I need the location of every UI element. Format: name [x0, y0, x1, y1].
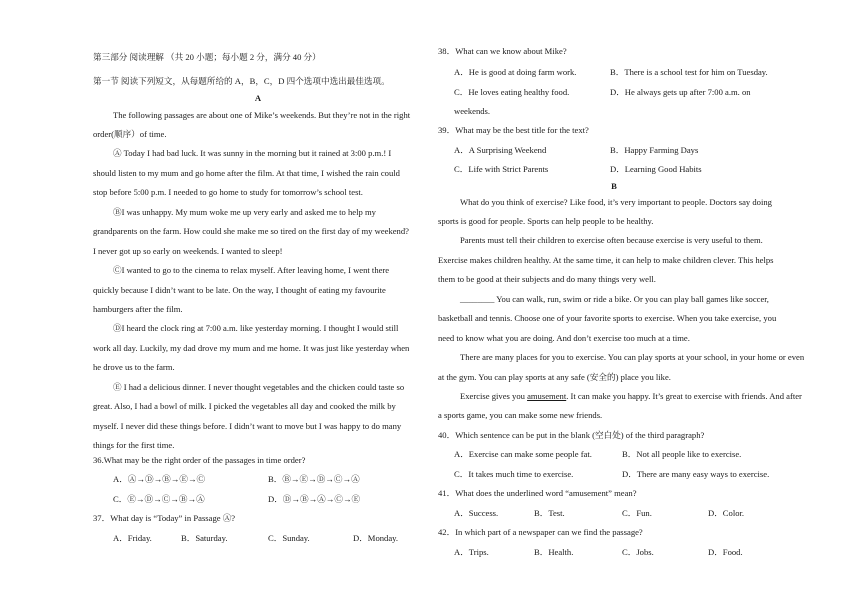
passage-b-line: at the gym. You can play sports at any safe (安全的) place you like.	[438, 372, 671, 382]
passage-a-line: Ⓐ Today I had bad luck. It was sunny in the morning but it rained at 3:00 p.m.! I	[113, 148, 392, 158]
section-header: 第三部分 阅读理解 （共 20 小题；每小题 2 分，满分 40 分）	[93, 52, 321, 62]
q42-option-d[interactable]: D．Food.	[708, 547, 743, 557]
passage-b-line: There are many places for you to exercise. You can play sports at your school, in your home or even	[460, 352, 805, 362]
blank: ________	[460, 294, 495, 304]
intro-line: order(顺序）of time.	[93, 129, 167, 139]
passage-c-line: hamburgers after the film.	[93, 304, 183, 314]
passage-b-line: Exercise makes children healthy. At the same time, it can help to make children clever. This helps	[438, 255, 774, 265]
passage-b-line: Parents must tell their children to exercise often because exercise is very useful to them.	[460, 235, 763, 245]
underlined-word: amusement	[527, 391, 567, 401]
q36-option-c[interactable]: C．Ⓔ→Ⓓ→Ⓒ→Ⓑ→Ⓐ	[113, 494, 205, 504]
q39-option-b[interactable]: B．Happy Farming Days	[610, 145, 699, 155]
subsection-instruction: 第一节 阅读下列短文，从每题所给的 A，B，C，D 四个选项中选出最佳选项。	[93, 76, 390, 86]
passage-e-line: things for the first time.	[93, 440, 175, 450]
passage-c-line: ⒸI wanted to go to the cinema to relax myself. After leaving home, I went there	[113, 265, 390, 275]
passage-b-line: ⒷI was unhappy. My mum woke me up very early and asked me to help my	[113, 207, 376, 217]
q37-option-d[interactable]: D．Monday.	[353, 533, 399, 543]
q40-option-c[interactable]: C．It takes much time to exercise.	[454, 469, 574, 479]
q39-option-d[interactable]: D．Learning Good Habits	[610, 164, 702, 174]
q41-option-a[interactable]: A．Success.	[454, 508, 499, 518]
q42-option-c[interactable]: C．Jobs.	[622, 547, 654, 557]
question-39: 39．What may be the best title for the text?	[438, 125, 589, 135]
passage-c-line: quickly because I didn’t want to be late. On the way, I thought of eating my favourite	[93, 285, 386, 295]
passage-b-line: ________ You can walk, run, swim or ride a bike. Or you can play ball games like soccer,	[460, 294, 769, 304]
q40-option-d[interactable]: D．There are many easy ways to exercise.	[622, 469, 770, 479]
q37-option-c[interactable]: C．Sunday.	[268, 533, 310, 543]
q36-option-b[interactable]: B．Ⓑ→Ⓔ→Ⓓ→Ⓒ→Ⓐ	[268, 474, 360, 484]
q37-option-a[interactable]: A．Friday.	[113, 533, 152, 543]
passage-b-line: Exercise gives you amusement. It can make you happy. It’s great to exercise with friends. And after	[460, 391, 802, 401]
passage-b-line: a sports game, you can make some new friends.	[438, 410, 603, 420]
passage-b-line: sports is good for people. Sports can help people to be healthy.	[438, 216, 654, 226]
passage-b-line: grandparents on the farm. How could she make me so tired on the first day of my weekend?	[93, 226, 409, 236]
passage-d-line: ⒹI heard the clock ring at 7:00 a.m. like yesterday morning. I thought I would still	[113, 323, 399, 333]
passage-e-line: great. Also, I had a bowl of milk. I picked the vegetables all day and cooked the milk by	[93, 401, 396, 411]
q38-option-d-cont: weekends.	[454, 106, 491, 116]
question-41: 41．What does the underlined word “amusement” mean?	[438, 488, 637, 498]
passage-e-line: Ⓔ I had a delicious dinner. I never thought vegetables and the chicken could taste so	[113, 382, 405, 392]
q41-option-d[interactable]: D．Color.	[708, 508, 745, 518]
passage-d-line: he drove us to the farm.	[93, 362, 175, 372]
question-36: 36.What may be the right order of the passages in time order?	[93, 455, 306, 465]
passage-b-line: them to be good at their subjects and do many things very well.	[438, 274, 656, 284]
passage-b-line: need to know what you are doing. And don’t exercise too much at a time.	[438, 333, 690, 343]
intro-line: The following passages are about one of Mike’s weekends. But they’re not in the right	[113, 110, 411, 120]
passage-d-line: work all day. Luckily, my dad drove my mum and me home. It was just like yesterday when	[93, 343, 410, 353]
q37-option-b[interactable]: B．Saturday.	[181, 533, 228, 543]
q40-option-b[interactable]: B．Not all people like to exercise.	[622, 449, 742, 459]
passage-b-label: B	[611, 181, 617, 191]
passage-a-label: A	[254, 93, 262, 103]
q42-option-a[interactable]: A．Trips.	[454, 547, 489, 557]
q36-option-d[interactable]: D．Ⓓ→Ⓑ→Ⓐ→Ⓒ→Ⓔ	[268, 494, 361, 504]
question-37: 37．What day is “Today” in Passage Ⓐ?	[93, 513, 236, 523]
q38-option-a[interactable]: A．He is good at doing farm work.	[454, 67, 577, 77]
passage-a-line: should listen to my mum and go home after the film. At that time, I wished the rain could	[93, 168, 400, 178]
question-42: 42．In which part of a newspaper can we find the passage?	[438, 527, 643, 537]
q38-option-d[interactable]: D．He always gets up after 7:00 a.m. on	[610, 87, 751, 97]
passage-b-line: basketball and tennis. Choose one of your favorite sports to exercise. When you take exercise, you	[438, 313, 777, 323]
q41-option-c[interactable]: C．Fun.	[622, 508, 652, 518]
question-38: 38．What can we know about Mike?	[438, 46, 567, 56]
q39-option-c[interactable]: C．Life with Strict Parents	[454, 164, 549, 174]
passage-b-line: What do you think of exercise? Like food, it’s very important to people. Doctors say doing	[460, 197, 772, 207]
q38-option-c[interactable]: C．He loves eating healthy food.	[454, 87, 570, 97]
passage-b-line: I never got up so early on weekends. I wanted to sleep!	[93, 246, 283, 256]
q40-option-a[interactable]: A．Exercise can make some people fat.	[454, 449, 592, 459]
question-40: 40．Which sentence can be put in the blank (空白处) of the third paragraph?	[438, 430, 705, 440]
q38-option-b[interactable]: B．There is a school test for him on Tuesday.	[610, 67, 768, 77]
q42-option-b[interactable]: B．Health.	[534, 547, 574, 557]
passage-e-line: myself. I never did these things before. I didn’t want to move but I was happy to do many	[93, 421, 402, 431]
q39-option-a[interactable]: A．A Surprising Weekend	[454, 145, 547, 155]
q36-option-a[interactable]: A．Ⓐ→Ⓓ→Ⓑ→Ⓔ→Ⓒ	[113, 474, 206, 484]
passage-a-line: stop before 5:00 p.m. I needed to go home to study for tomorrow’s school test.	[93, 187, 363, 197]
q41-option-b[interactable]: B．Test.	[534, 508, 565, 518]
